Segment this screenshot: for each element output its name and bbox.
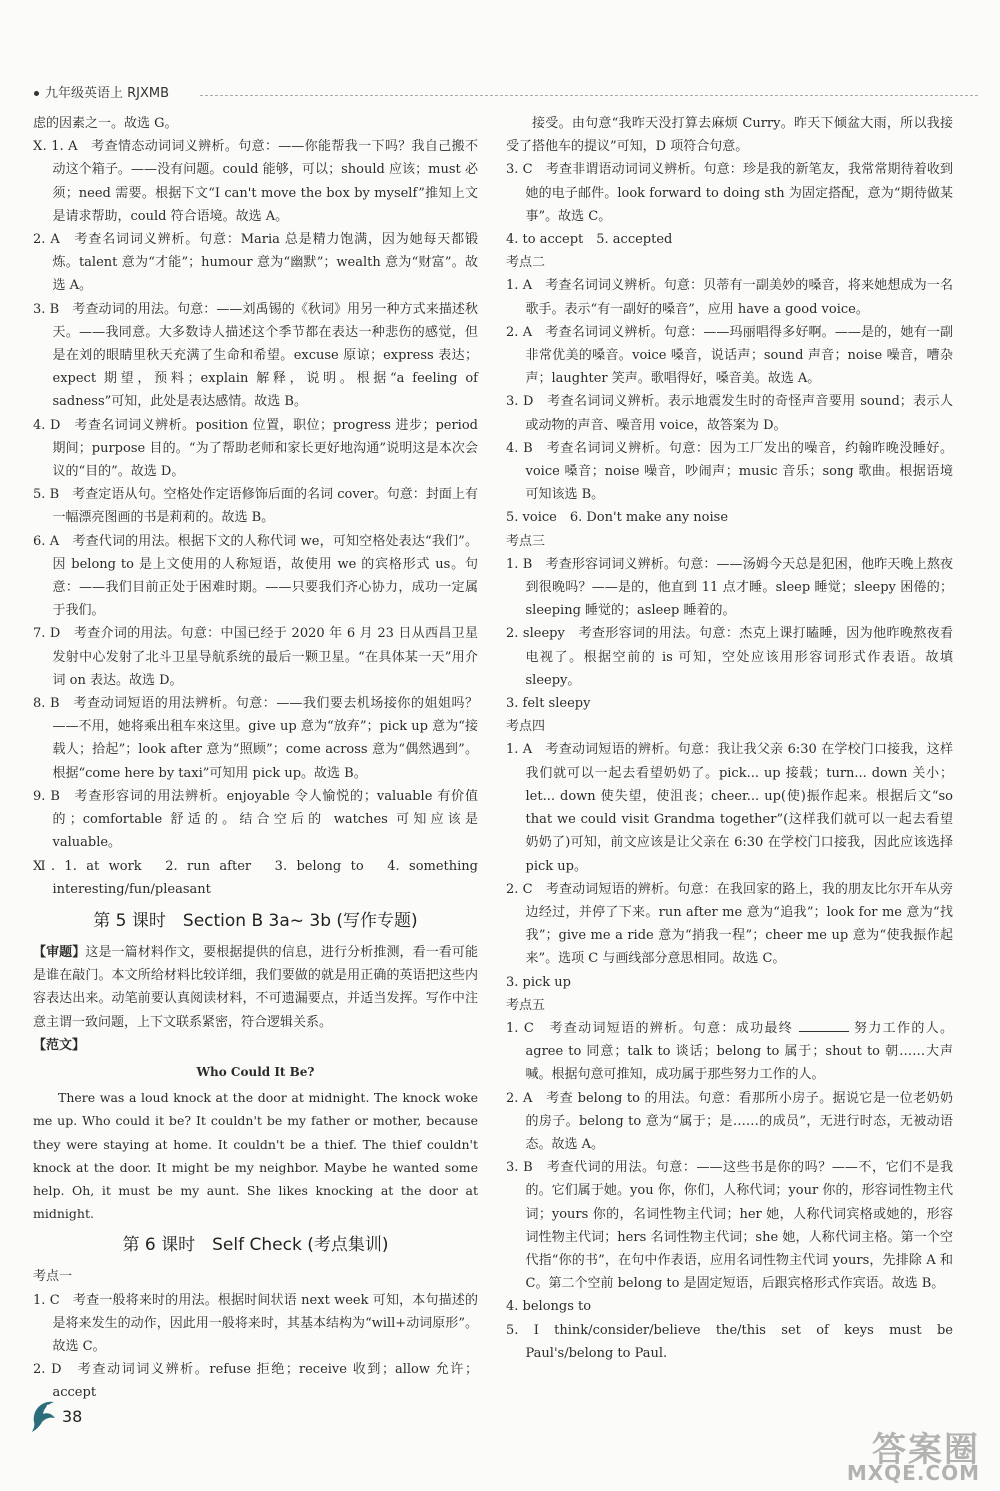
- kaodian-1: 考点一: [33, 1269, 73, 1285]
- answer-item: 6. A 考查代词的用法。根据下文的人称代词 we，可知空格处表达“我们”。因 belong to 是上文使用的人称短语，故使用 we 的宾格形式 us。句意：——我们目前正处于困难时期。——只要我们齐心协力，成功一定属于我们。: [33, 533, 478, 619]
- answer-item: 8. B 考查动词短语的用法辨析。句意：——我们要去机场接你的姐姐吗？——不用，她将乘出租车來这里。give up 意为“放弃”；pick up 意为“接载人；拾起”；look after 意为“照顾”；come across 意为“偶然遇到”。根据“come here by taxi”可知用 pick up。故选 B。: [33, 696, 478, 781]
- answer-item: 4. to accept 5. accepted: [506, 232, 673, 248]
- answer-item: 2. D 考查动词词义辨析。refuse 拒绝；receive 收到；allow 允许；accept: [33, 1362, 478, 1401]
- answer-item: 1. A 考查动词短语的辨析。句意：我让我父亲 6:30 在学校门口接我，这样我们就可以一起去看望奶奶了。pick... up 接载；turn... down 关小；let... down 使失望，使沮丧；cheer... up(使)振作起来。根据后文“so that we could visit Grandma together”(这样我们就可以一起去看望奶奶了)可知，前文应该是让父亲在 6:30 在学校门口接我，因此应该选择 pick up。: [506, 742, 953, 874]
- answer-item: 5. B 考查定语从句。空格处作定语修饰后面的名词 cover。句意：封面上有一幅漂亮图画的书是莉莉的。故选 B。: [33, 487, 478, 526]
- answer-item: [506, 1017, 953, 1087]
- answer-item: 3. B 考查动词的用法。句意：——刘禹锡的《秋词》用另一种方式来描述秋天。——我同意。大多数诗人描述这个季节都在表达一种悲伤的感觉，但是在刘的眼睛里秋天充满了生命和希望。excuse 原谅；express 表达；expect 期望，预料；explain 解释，说明。根据“a feeling of sadness”可知，此处是表达感情。故选 B。: [33, 301, 478, 410]
- lesson-5-heading: 第 5 课时 Section B 3a~ 3b (写作专题): [93, 910, 418, 931]
- watermark-url: MXQE.COM: [846, 1460, 980, 1485]
- answer-item: 3. pick up: [506, 974, 571, 990]
- essay: [33, 1086, 478, 1225]
- watermark-title: 答案圈: [872, 1429, 980, 1470]
- right-column: [506, 112, 953, 1365]
- answer-item: Ⅹ. 1. A 考查情态动词词义辨析。句意：——你能帮我一下吗？我自己搬不动这个箱子。——没有问题。could 能够，可以；should 应该；must 必须；need 需要。根据下文“I can't move the box by myself”推知上文是请求帮助，could 符合语境。故选 A。: [33, 139, 478, 224]
- answer-item: 4. D 考查名词词义辨析。position 位置，职位；progress 进步；period 期间；purpose 目的。“为了帮助老师和家长更好地沟通”说明这是本次会议的“目的”。故选 D。: [33, 417, 478, 480]
- kaodian-5: 考点五: [506, 997, 546, 1013]
- bullet-icon: [34, 91, 39, 96]
- answer-item: 1. B 考查形容词词义辨析。句意：——汤姆今天总是犯困，他昨天晚上熬夜到很晚吗？——是的，他直到 11 点才睡。sleep 睡觉；sleepy 困倦的；sleeping 睡觉的；asleep 睡着的。: [506, 556, 953, 619]
- answer-item: Ⅺ. 1. at work 2. run after 3. belong to 4. something interesting/fun/pleasant: [33, 858, 478, 897]
- left-column: [33, 112, 478, 1405]
- page-number: 38: [62, 1407, 83, 1426]
- answer-item: 9. B 考查形容词的用法辨析。enjoyable 令人愉悦的；valuable 有价值的；comfortable 舒适的。结合空后的 watches 可知应该是 valuable。: [33, 788, 478, 851]
- review-text: 这是一篇材料作文，要根据提供的信息，进行分析推测，看一看可能是谁在敲门。本文所给材料比较详细，我们要做的就是用正确的英语把这些内容表达出来。动笔前要认真阅读材料，不可遗漏要点，并适当发挥。写作中注意主谓一致问题，上下文联系紧密，符合逻辑关系。: [33, 944, 478, 1030]
- answer-item: 4. B 考查名词词义辨析。句意：因为工厂发出的噪音，约翰昨晚没睡好。voice 嗓音；noise 噪音，吵闹声；music 音乐；song 歌曲。根据语境可知该选 B。: [506, 440, 953, 503]
- answer-item: 3. D 考查名词词义辨析。表示地震发生时的奇怪声音要用 sound；表示人或动物的声音、噪音用 voice，故答案为 D。: [506, 394, 953, 433]
- model-tag: 【范文】: [33, 1037, 86, 1053]
- review-tag: 【审题】: [33, 944, 86, 960]
- answer-item: 1. A 考查名词词义辨析。句意：贝蒂有一副美妙的嗓音，将来她想成为一名歌手。表示“有一副好的嗓音”，应用 have a good voice。: [506, 278, 953, 317]
- essay-title: Who Could It Be?: [196, 1064, 315, 1079]
- header-rule: [200, 95, 978, 96]
- essay-text: There was a loud knock at the door at midnight. The knock woke me up. Who could it be? It couldn't be my father or mother, because they were staying at home. It couldn't be a thief. The thief couldn't knock at the door. It might be my neighbor. Maybe he wanted some help. Oh, it must be my aunt. She likes knocking at the door at midnight.: [33, 1090, 478, 1222]
- answer-text: 努力工作的人。agree to 同意；talk to 谈话；belong to 属于；shout to 朝……大声喊。根据句意可推知，成功属于那些努力工作的人。: [525, 1020, 953, 1083]
- lesson-6-heading: 第 6 课时 Self Check (考点集训): [122, 1235, 389, 1256]
- answer-item: 2. sleepy 考查形容词的用法。句意：杰克上课打瞌睡，因为他昨晚熬夜看电视了。根据空前的 is 可知，空处应该用形容词形式作表语。故填 sleepy。: [506, 626, 953, 688]
- answer-item: 2. A 考查名词词义辨析。句意：——玛丽唱得多好啊。——是的，她有一副非常优美的嗓音。voice 嗓音，说话声；sound 声音；noise 噪音，嘈杂声；laughter 笑声。歌唱得好，嗓音美。故选 A。: [506, 324, 953, 387]
- page-header: [34, 82, 169, 105]
- header-title: 九年级英语上 RJXMB: [45, 86, 170, 101]
- review-paragraph: [33, 941, 478, 1034]
- answer-item: 2. A 考查名词词义辨析。句意：Maria 总是精力饱满，因为她每天都锻炼。talent 意为“才能”；humour 意为“幽默”；wealth 意为“财富”。故选 A。: [33, 232, 478, 294]
- answer-text: 1. C 考查动词短语的辨析。句意：成功最终: [506, 1020, 794, 1036]
- answer-item: 1. C 考查一般将来时的用法。根据时间状语 next week 可知，本句描述的是将来发生的动作，因此用一般将来时，其基本结构为“will+动词原形”。故选 C。: [33, 1292, 478, 1354]
- watermark: [846, 1429, 980, 1485]
- answer-text: 虑的因素之一。故选 G。: [33, 116, 178, 131]
- dolphin-logo-icon: [28, 1392, 60, 1436]
- answer-item: 4. belongs to: [506, 1299, 592, 1315]
- answer-item: 3. B 考查代词的用法。句意：——这些书是你的吗？——不，它们不是我的。它们属于她。you 你，你们，人称代词；your 你的，形容词性物主代词；yours 你的，名词性物主代词；her 她，人称代词宾格或她的，形容词性物主代词；hers 名词性物主代词；she 她，人称代词主格。第一个空代指“你的书”，在句中作表语，应用名词性物主代词 yours，先排除 A 和 C。第二个空前 belong to 是固定短语，后跟宾格形式作宾语。故选 B。: [506, 1160, 953, 1292]
- answer-item: 5. voice 6. Don't make any noise: [506, 510, 729, 526]
- answer-text: 接受。由句意“我昨天没打算去麻烦 Curry。昨天下倾盆大雨，所以我接受了搭他车的提议”可知，D 项符合句意。: [506, 116, 953, 155]
- answer-item: 2. C 考查动词短语的辨析。句意：在我回家的路上，我的朋友比尔开车从旁边经过，并停了下来。run after me 意为“追我”；look for me 意为“找我”；give me a ride 意为“捎我一程”；cheer me up 意为“使我振作起来”。选项 C 与画线部分意思相同。故选 C。: [506, 881, 953, 967]
- answer-item: 7. D 考查介词的用法。句意：中国已经于 2020 年 6 月 23 日从西昌卫星发射中心发射了北斗卫星导航系统的最后一颗卫星。“在具体某一天”用介词 on 表达。故选 D。: [33, 626, 478, 688]
- kaodian-4: 考点四: [506, 719, 546, 735]
- blank-line: [799, 1019, 849, 1032]
- kaodian-3: 考点三: [506, 533, 546, 549]
- answer-item: 3. C 考查非谓语动词词义辨析。句意：珍是我的新笔友，我常常期待着收到她的电子邮件。look forward to doing sth 为固定搭配，意为“期待做某事”。故选 C。: [506, 162, 953, 224]
- answer-item: 3. felt sleepy: [506, 696, 591, 712]
- kaodian-2: 考点二: [506, 255, 546, 271]
- answer-item: 5. I think/consider/believe the/this set of keys must be Paul's/belong to Paul.: [506, 1322, 953, 1361]
- answer-item: 2. A 考查 belong to 的用法。句意：看那所小房子。据说它是一位老奶奶的房子。belong to 意为“属于；是……的成员”，无进行时态，无被动语态。故选 A。: [506, 1090, 953, 1152]
